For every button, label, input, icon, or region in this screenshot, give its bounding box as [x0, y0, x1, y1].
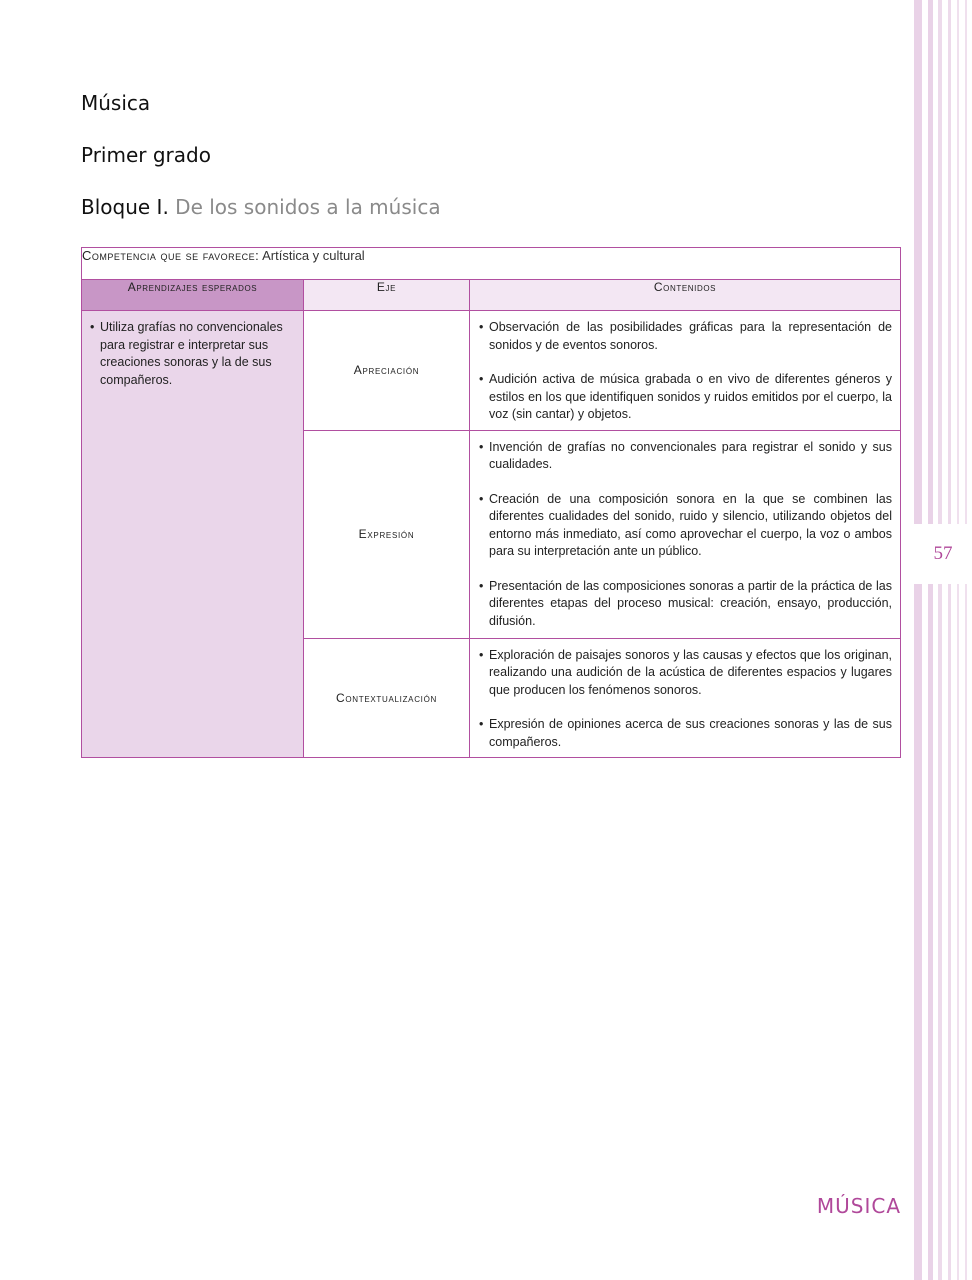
grade-title: Primer grado: [81, 143, 211, 167]
block-name: De los sonidos a la música: [175, 195, 441, 219]
curriculum-table: [81, 247, 901, 758]
list-item: • Invención de grafías no convencionales para registrar el sonido y sus cualidades.: [479, 439, 892, 471]
page-number: 57: [914, 524, 972, 584]
competence-cell: [82, 248, 901, 280]
stripe: [928, 0, 933, 1280]
block-title: [81, 195, 441, 219]
stripe: [938, 0, 942, 1280]
content-text: Creación de una composición sonora en la que se combinen las diferentes cualidades del sonido, ruido y silencio, utilizando objetos del entorno más inmediato, así como aprovechar el cuerpo, la voz o ambos para su interpretación ante un público.: [489, 491, 892, 558]
list-item: • Utiliza grafías no convencionales para registrar e interpretar sus creaciones sonoras y la de sus compañeros.: [90, 320, 283, 387]
content-text: Expresión de opiniones acerca de sus creaciones sonoras y las de sus compañeros.: [489, 717, 892, 749]
stripe: [965, 0, 967, 1280]
content-cell: [470, 638, 901, 758]
content-cell: [470, 430, 901, 638]
content-text: Audición activa de música grabada o en vivo de diferentes géneros y estilos en los que identifiquen sonidos y ruidos emitidos por el cuerpo, la voz (sin cantar) y objetos.: [489, 372, 892, 421]
learning-text: Utiliza grafías no convencionales para registrar e interpretar sus creaciones sonoras y la de sus compañeros.: [100, 320, 283, 387]
list-item: • Audición activa de música grabada o en vivo de diferentes géneros y estilos en los que identifiquen sonidos y ruidos emitidos por el cuerpo, la voz (sin cantar) y objetos.: [479, 372, 892, 421]
subject-title: Música: [81, 91, 151, 115]
axis-cell-contextualizacion: Contextualización: [304, 638, 470, 758]
content-text: Observación de las posibilidades gráficas para la representación de sonidos y de eventos sonoros.: [489, 320, 892, 352]
axis-cell-apreciacion: Apreciación: [304, 311, 470, 431]
content-list: [479, 647, 892, 752]
header-learning: Aprendizajes esperados: [82, 280, 304, 311]
content-list: [479, 439, 892, 631]
content-text: Presentación de las composiciones sonoras a partir de la práctica de las diferentes etapas del proceso musical: creación, ensayo, producción, difusión.: [489, 578, 892, 628]
learning-cell: [82, 311, 304, 758]
competence-label: Competencia que se favorece:: [82, 248, 260, 263]
stripe: [914, 0, 922, 1280]
learning-list: [90, 319, 295, 389]
content-list: [479, 319, 892, 424]
content-text: Exploración de paisajes sonoros y las causas y efectos que los originan, realizando una audición de la acústica de diferentes espacios y lugares que producen los fenómenos sonoros.: [489, 647, 892, 697]
list-item: • Expresión de opiniones acerca de sus creaciones sonoras y las de sus compañeros.: [479, 717, 892, 749]
content-text: Invención de grafías no convencionales para registrar el sonido y sus cualidades.: [489, 439, 892, 471]
content-cell: [470, 311, 901, 431]
competence-row: [82, 248, 901, 280]
decorative-stripes: [912, 0, 972, 1280]
axis-cell-expresion: Expresión: [304, 430, 470, 638]
stripe: [957, 0, 959, 1280]
list-item: • Creación de una composición sonora en la que se combinen las diferentes cualidades del sonido, ruido y silencio, utilizando objetos del entorno más inmediato, así como aprovechar el cuerpo, la voz o ambos para su interpretación ante un público.: [479, 491, 892, 558]
list-item: • Presentación de las composiciones sonoras a partir de la práctica de las diferentes etapas del proceso musical: creación, ensayo, producción, difusión.: [479, 578, 892, 628]
table-row: [82, 311, 901, 431]
competence-value: Artística y cultural: [262, 248, 365, 263]
header-contents: Contenidos: [470, 280, 901, 311]
block-label: Bloque I.: [81, 195, 169, 219]
list-item: • Observación de las posibilidades gráficas para la representación de sonidos y de eventos sonoros.: [479, 320, 892, 352]
footer-subject: MÚSICA: [816, 1194, 901, 1218]
list-item: • Exploración de paisajes sonoros y las causas y efectos que los originan, realizando una audición de la acústica de diferentes espacios y lugares que producen los fenómenos sonoros.: [479, 647, 892, 697]
header-axis: Eje: [304, 280, 470, 311]
stripe: [948, 0, 951, 1280]
table-header-row: [82, 280, 901, 311]
